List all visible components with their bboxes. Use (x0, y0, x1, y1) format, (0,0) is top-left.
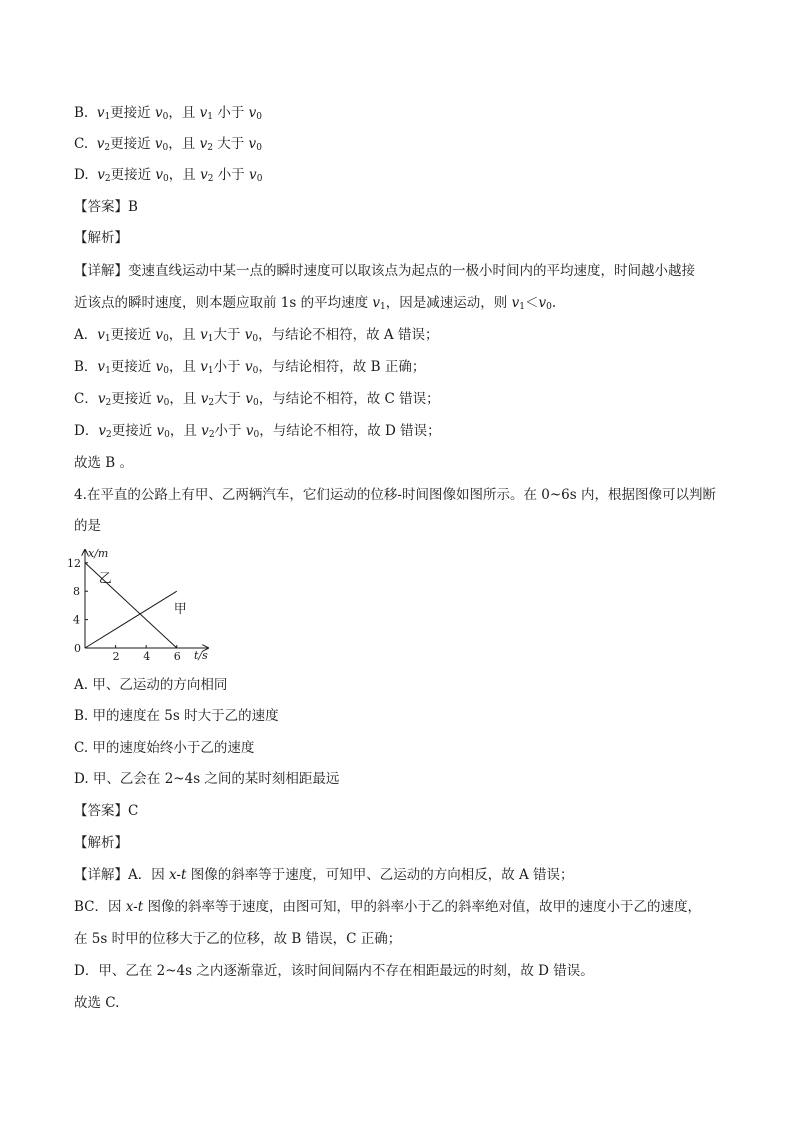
q4-stem-line1: 4.在平直的公路上有甲、乙两辆汽车，它们运动的位移-时间图像如图所示。在 0~6s 内，根据图像可以判断 (74, 487, 716, 503)
answer-label: 【答案】 (74, 803, 128, 819)
x-tick-label: 2 (112, 650, 120, 663)
x-tick-label: 6 (173, 650, 181, 663)
q4-detail-d: D．甲、乙在 2~4s 之内逐渐靠近，该时间间隔内不存在相距最远的时刻，故 D 错误。 (74, 963, 594, 979)
q3-option-b: B. $v_1$更接近 $v_0$，且 $v_1$ 小于 $v_0$ (74, 105, 262, 122)
answer-value: C (128, 803, 139, 819)
q4-conclusion: 故选 C. (74, 995, 120, 1011)
q4-stem-line2: 的是 (74, 518, 101, 534)
q3-reason-a: A．$v_1$更接近 $v_0$，且 $v_1$大于 $v_0$，与结论不相符，故 A 错误； (74, 327, 439, 344)
answer-value: B (128, 199, 138, 215)
x-axis-label: t/s (194, 649, 208, 662)
xt-graph (66, 544, 226, 666)
origin-label: 0 (74, 642, 81, 655)
q3-conclusion: 故选 B 。 (74, 455, 134, 471)
series-label-2: 甲 (173, 602, 187, 618)
q3-reason-c: C．$v_2$更接近 $v_0$，且 $v_2$大于 $v_0$，与结论不相符，故 C 错误； (74, 391, 440, 408)
q3-reason-d: D．$v_2$更接近 $v_0$，且 $v_2$小于 $v_0$，与结论不相符，故 D 错误； (74, 423, 441, 440)
x-tick-label: 4 (143, 650, 151, 663)
q3-option-c: C. $v_2$更接近 $v_0$，且 $v_2$ 大于 $v_0$ (74, 136, 262, 153)
q4-option-a: A. 甲、乙运动的方向相同 (74, 677, 228, 693)
q4-detail-bc: BC．因 x-t 图像的斜率等于速度，由图可知，甲的斜率小于乙的斜率绝对值，故甲的速度小于乙的速度， (74, 899, 701, 915)
q4-detail-bc-cont: 在 5s 时甲的位移大于乙的位移，故 B 错误，C 正确； (74, 931, 402, 947)
q4-analysis-label: 【解析】 (74, 835, 128, 851)
series-label-1: 乙 (98, 571, 112, 587)
y-tick-label: 12 (67, 556, 81, 570)
q4-option-d: D. 甲、乙会在 2~4s 之间的某时刻相距最远 (74, 771, 340, 787)
q3-detail-line2: 近该点的瞬时速度，则本题应取前 1s 的平均速度 $v_1$，因是减速运动，则 $v_1<v_0$. (74, 295, 557, 312)
q3-detail-line1: 【详解】变速直线运动中某一点的瞬时速度可以取该点为起点的一极小时间内的平均速度，时间越小越接 (74, 263, 695, 279)
y-tick-label: 8 (73, 585, 80, 599)
q4-answer (74, 802, 138, 820)
series-line-2 (85, 591, 177, 648)
q3-option-d: D. $v_2$更接近 $v_0$，且 $v_2$ 小于 $v_0$ (74, 167, 263, 184)
q3-analysis-label: 【解析】 (74, 230, 128, 246)
q3-reason-b: B．$v_1$更接近 $v_0$，且 $v_1$小于 $v_0$，与结论相符，故 B 正确； (74, 359, 426, 376)
answer-label: 【答案】 (74, 199, 128, 215)
y-tick-label: 4 (73, 613, 80, 627)
q4-detail-a: 【详解】A．因 x-t 图像的斜率等于速度，可知甲、乙运动的方向相反，故 A 错误； (74, 867, 574, 883)
q4-option-c: C. 甲的速度始终小于乙的速度 (74, 740, 255, 756)
q3-answer (74, 198, 138, 216)
q4-option-b: B. 甲的速度在 5s 时大于乙的速度 (74, 708, 279, 724)
y-axis-label: x/m (88, 547, 109, 560)
